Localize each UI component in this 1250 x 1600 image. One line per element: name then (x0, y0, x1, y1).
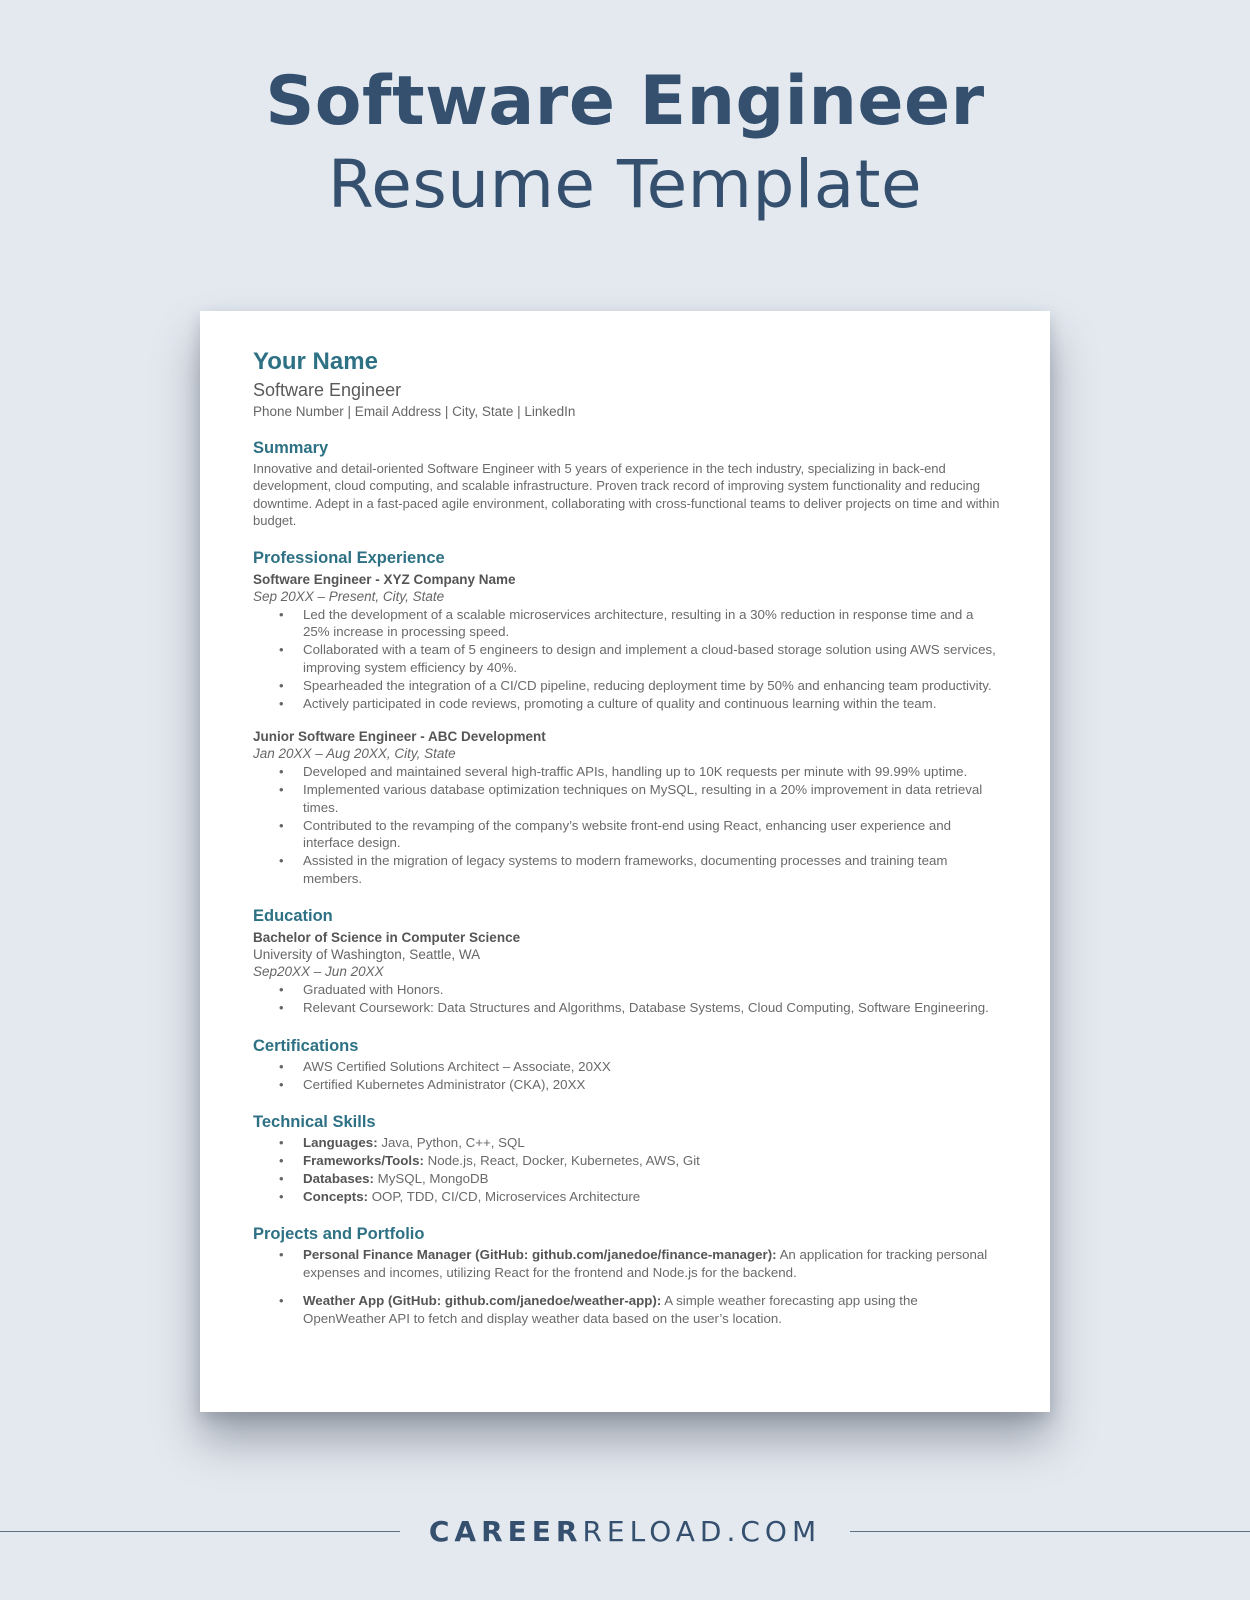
skill-value: Java, Python, C++, SQL (381, 1134, 525, 1150)
projects-heading: Projects and Portfolio (253, 1225, 425, 1244)
list-item (303, 1170, 1000, 1188)
summary-heading: Summary (253, 439, 329, 458)
project-label: Weather App (GitHub: github.com/janedoe/weather-app): (303, 1293, 662, 1309)
skills-heading: Technical Skills (253, 1113, 376, 1132)
footer-divider-right (850, 1531, 1250, 1532)
resume-name: Your Name (253, 348, 378, 375)
page-heading (0, 62, 1250, 223)
list-item: • Contributed to the revamping of the company’s website front-end using React, enhancing user experience and interface design. (303, 817, 1000, 852)
list-item (303, 1188, 1000, 1206)
list-item: • Assisted in the migration of legacy systems to modern frameworks, documenting processes and training team members. (303, 852, 1000, 887)
project-label: Personal Finance Manager (GitHub: github.com/janedoe/finance-manager): (303, 1247, 777, 1263)
list-item: • Implemented various database optimization techniques on MySQL, resulting in a 20% improvement in data retrieval times. (303, 781, 1000, 816)
project-description: A simple weather forecasting app using the OpenWeather API to fetch and display weather data based on the user’s location. (303, 1293, 918, 1326)
education-bullets (253, 981, 1000, 1017)
project-description: An application for tracking personal expenses and incomes, utilizing React for the frontend and Node.js for the backend. (303, 1247, 988, 1280)
education-dates: Sep20XX – Jun 20XX (253, 964, 384, 980)
list-item: • Collaborated with a team of 5 engineers to design and implement a cloud-based storage solution using AWS services, improving system efficiency by 40%. (303, 641, 1000, 676)
skill-label: Languages: (303, 1134, 378, 1150)
job-title: Software Engineer - XYZ Company Name (253, 571, 516, 587)
certifications-heading: Certifications (253, 1036, 359, 1055)
footer (0, 1512, 1250, 1552)
job-title: Junior Software Engineer - ABC Development (253, 729, 546, 745)
certifications-list (253, 1058, 1000, 1094)
list-item: • Relevant Coursework: Data Structures and Algorithms, Database Systems, Cloud Computing, Software Engineering. (303, 999, 1000, 1017)
footer-divider-left (0, 1531, 400, 1532)
list-item (303, 1152, 1000, 1170)
resume-contact: Phone Number | Email Address | City, State | LinkedIn (253, 404, 576, 420)
list-item: • Graduated with Honors. (303, 981, 1000, 999)
brand-light-text: RELOAD.COM (582, 1515, 822, 1548)
list-item: • Developed and maintained several high-traffic APIs, handling up to 10K requests per minute with 99.99% uptime. (303, 763, 1000, 781)
list-item: • Certified Kubernetes Administrator (CKA), 20XX (303, 1076, 1000, 1094)
projects-list (253, 1246, 1000, 1327)
skill-value: OOP, TDD, CI/CD, Microservices Architecture (371, 1188, 641, 1204)
list-item (303, 1246, 1000, 1281)
brand-logo (400, 1512, 850, 1552)
brand-bold-text: CAREER (428, 1515, 583, 1548)
job-dates: Jan 20XX – Aug 20XX, City, State (253, 746, 456, 762)
skill-value: Node.js, React, Docker, Kubernetes, AWS, Git (427, 1152, 700, 1168)
heading-line-2: Resume Template (327, 146, 923, 223)
job-bullets (253, 606, 1000, 713)
degree-title: Bachelor of Science in Computer Science (253, 930, 521, 946)
list-item: • Spearheaded the integration of a CI/CD pipeline, reducing deployment time by 50% and enhancing team productivity. (303, 677, 1000, 695)
skill-label: Concepts: (303, 1188, 369, 1204)
experience-heading: Professional Experience (253, 549, 445, 568)
job-bullets (253, 763, 1000, 887)
skill-label: Frameworks/Tools: (303, 1152, 424, 1168)
list-item (303, 1134, 1000, 1152)
school-name: University of Washington, Seattle, WA (253, 947, 481, 963)
job-dates: Sep 20XX – Present, City, State (253, 588, 445, 604)
list-item: • AWS Certified Solutions Architect – Associate, 20XX (303, 1058, 1000, 1076)
resume-sheet (200, 311, 1050, 1412)
summary-text: Innovative and detail-oriented Software Engineer with 5 years of experience in the tech industry, specializing in back-end development, cloud computing, and scalable infrastructure. Proven track record of improving system functionality and reducing downtime. Adept in a fast-paced agile environment, collaborating with cross-functional teams to deliver projects on time and within budget. (253, 460, 1000, 528)
list-item: • Actively participated in code reviews, promoting a culture of quality and continuous learning within the team. (303, 695, 1000, 713)
education-heading: Education (253, 907, 333, 926)
list-item (303, 1292, 1000, 1327)
skill-label: Databases: (303, 1170, 374, 1186)
heading-line-1: Software Engineer (265, 62, 985, 141)
skills-list (253, 1134, 1000, 1206)
list-item: • Led the development of a scalable microservices architecture, resulting in a 30% reduction in response time and a 25% increase in processing speed. (303, 606, 1000, 641)
resume-role: Software Engineer (253, 380, 402, 401)
skill-value: MySQL, MongoDB (377, 1170, 489, 1186)
